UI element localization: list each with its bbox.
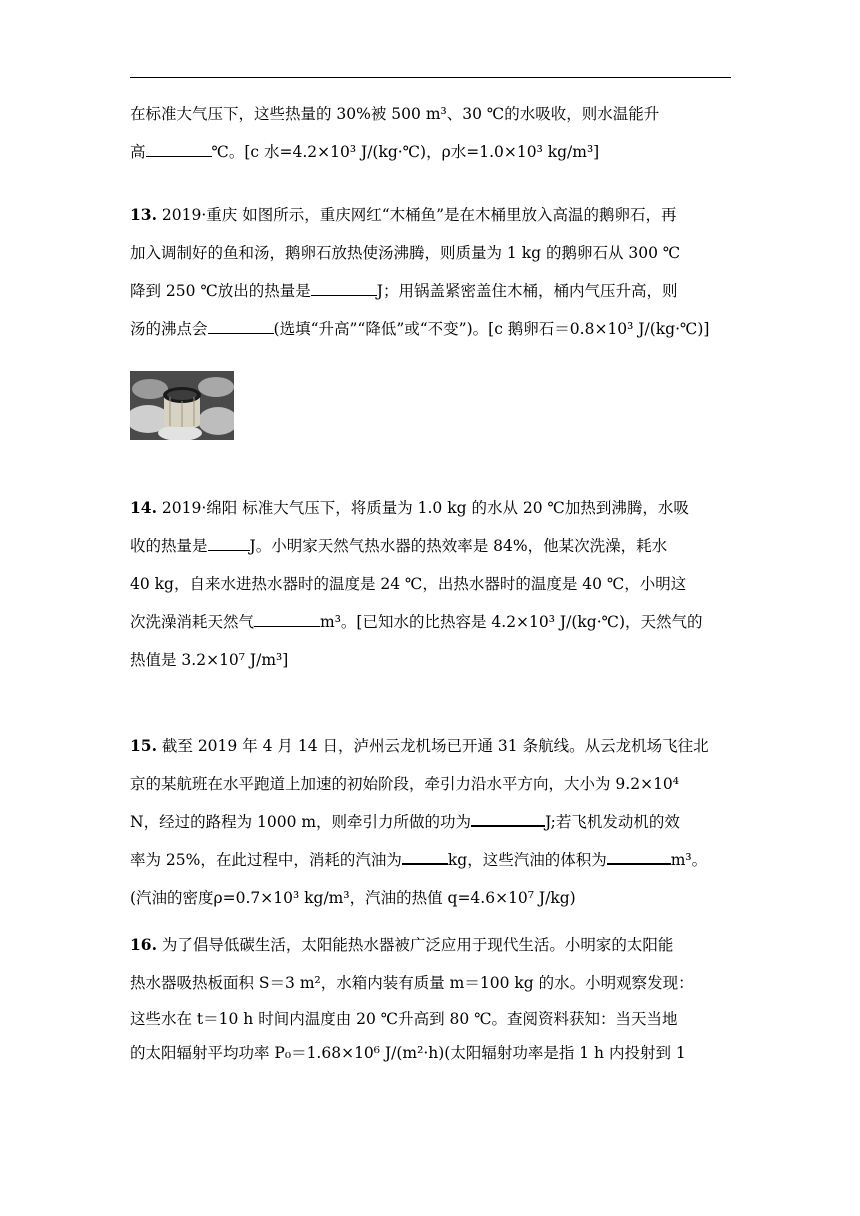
q13-line-1 (130, 196, 732, 234)
q15-text: 截至 2019 年 4 月 14 日，泸州云龙机场已开通 31 条航线。从云龙机场飞往北 (156, 737, 709, 755)
q16-line-1 (130, 926, 732, 964)
q14-line-1 (130, 489, 732, 527)
q15-line-2: 京的某航班在水平跑道上加速的初始阶段，牵引力沿水平方向，大小为 9.2×10⁴ (130, 775, 680, 793)
q14-line-3: 40 kg，自来水进热水器时的温度是 24 ℃，出热水器时的温度是 40 ℃，小明这 (130, 575, 687, 593)
q13-text: 降到 250 ℃放出的热量是 (130, 282, 311, 300)
q13-text: (选填“升高”“降低”或“不变”)。[c 鹅卵石＝0.8×10³ J/(kg·℃)] (273, 320, 710, 338)
q15-text: kg，这些汽油的体积为 (447, 851, 607, 869)
q12-text: ℃。[c 水=4.2×10³ J/(kg·℃)，ρ水=1.0×10³ kg/m³] (211, 143, 600, 161)
question-12-tail (130, 95, 732, 171)
answer-blank[interactable] (208, 536, 250, 551)
question-number: 15. (130, 736, 157, 755)
question-number: 13. (130, 205, 157, 224)
question-13 (130, 196, 732, 348)
wooden-bucket-fish-photo (130, 371, 234, 440)
question-number: 14. (130, 498, 157, 517)
q14-line-5: 热值是 3.2×10⁷ J/m³] (130, 651, 289, 669)
q13-line-3 (130, 272, 732, 310)
q16-line-3: 这些水在 t＝10 h 时间内温度由 20 ℃升高到 80 ℃。查阅资料获知：当天当地 (130, 1010, 678, 1028)
q13-line-2: 加入调制好的鱼和汤，鹅卵石放热使汤沸腾，则质量为 1 kg 的鹅卵石从 300 ℃ (130, 244, 681, 262)
q12-text: 高 (130, 143, 146, 161)
q15-text: J;若飞机发动机的效 (545, 813, 680, 831)
answer-blank[interactable] (607, 849, 671, 865)
q15-line-3 (130, 803, 732, 841)
question-number: 16. (130, 935, 157, 954)
q16-text: 为了倡导低碳生活，太阳能热水器被广泛应用于现代生活。小明家的太阳能 (156, 936, 674, 954)
q16-line-2: 热水器吸热板面积 S＝3 m²，水箱内装有质量 m＝100 kg 的水。小明观察发现： (130, 974, 694, 992)
answer-blank[interactable] (254, 612, 320, 627)
q14-text: J。小明家天然气热水器的热效率是 84%，他某次洗澡，耗水 (249, 537, 668, 555)
answer-blank[interactable] (471, 811, 545, 827)
q13-text: J；用锅盖紧密盖住木桶，桶内气压升高，则 (376, 282, 678, 300)
header-rule (130, 77, 731, 78)
answer-blank[interactable] (311, 281, 377, 296)
q15-text: 率为 25%，在此过程中，消耗的汽油为 (130, 851, 402, 869)
q12-line-2 (130, 133, 732, 171)
q14-text: 次洗澡消耗天然气 (130, 613, 255, 631)
q15-line-1 (130, 727, 732, 765)
q15-text: m³。 (670, 851, 708, 869)
q14-text: m³。[已知水的比热容是 4.2×10³ J/(kg·℃)，天然气的 (320, 613, 703, 631)
q14-text: 2019·绵阳 标准大气压下，将质量为 1.0 kg 的水从 20 ℃加热到沸腾，水吸 (156, 499, 689, 517)
q13-text: 2019·重庆 如图所示，重庆网红“木桶鱼”是在木桶里放入高温的鹅卵石，再 (156, 206, 677, 224)
q14-text: 收的热量是 (130, 537, 208, 555)
question-14 (130, 489, 732, 679)
q12-line-1: 在标准大气压下，这些热量的 30%被 500 m³、30 ℃的水吸收，则水温能升 (130, 105, 660, 123)
q15-text: N，经过的路程为 1000 m，则牵引力所做的功为 (130, 813, 472, 831)
answer-blank[interactable] (146, 142, 212, 157)
q14-line-2 (130, 527, 732, 565)
question-16 (130, 926, 732, 1070)
question-15 (130, 727, 732, 917)
q14-line-4 (130, 603, 732, 641)
q16-line-4: 的太阳辐射平均功率 P₀＝1.68×10⁶ J/(m²·h)(太阳辐射功率是指 1 h 内投射到 1 (130, 1044, 686, 1062)
q15-line-5: (汽油的密度ρ=0.7×10³ kg/m³，汽油的热值 q=4.6×10⁷ J/kg) (130, 889, 576, 907)
q13-text: 汤的沸点会 (130, 320, 208, 338)
q15-line-4 (130, 841, 732, 879)
answer-blank[interactable] (402, 849, 448, 865)
answer-blank[interactable] (208, 319, 274, 334)
q13-line-4 (130, 310, 732, 348)
